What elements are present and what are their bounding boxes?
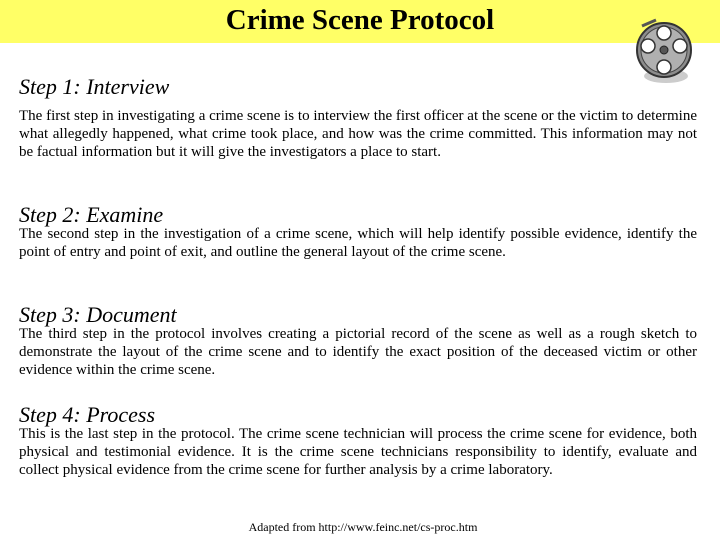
page-title: Crime Scene Protocol <box>225 4 495 36</box>
source-citation: Adapted from http://www.feinc.net/cs-proc.htm <box>248 520 478 534</box>
step-4-body: This is the last step in the protocol. The crime scene technician will process the crime scene for evidence, both physical and testimonial evidence. It is the crime scene technicians responsibility to identify, evaluate and collect physical evidence from the crime scene for further analysis by a crime laboratory. <box>19 426 697 478</box>
step-2-heading: Step 2: Examine <box>19 202 164 227</box>
step-3-heading: Step 3: Document <box>19 302 177 327</box>
step-2-body: The second step in the investigation of a crime scene, which will help identify possible evidence, identify the point of entry and point of exit, and outline the general layout of the crime scene. <box>19 226 697 260</box>
step-1-heading: Step 1: Interview <box>19 74 170 99</box>
film-reel-icon <box>634 16 698 86</box>
step-1-body: The first step in investigating a crime scene is to interview the first officer at the scene or the victim to determine what allegedly happened, what crime took place, and how was the crime committed. This information may not be factual information but it will give the investigators a place to start. <box>19 108 697 160</box>
step-3-body: The third step in the protocol involves creating a pictorial record of the scene as well as a rough sketch to demonstrate the layout of the crime scene and to identify the exact position of the deceased victim or other evidence within the crime scene. <box>19 326 697 378</box>
step-4-heading: Step 4: Process <box>19 402 156 427</box>
